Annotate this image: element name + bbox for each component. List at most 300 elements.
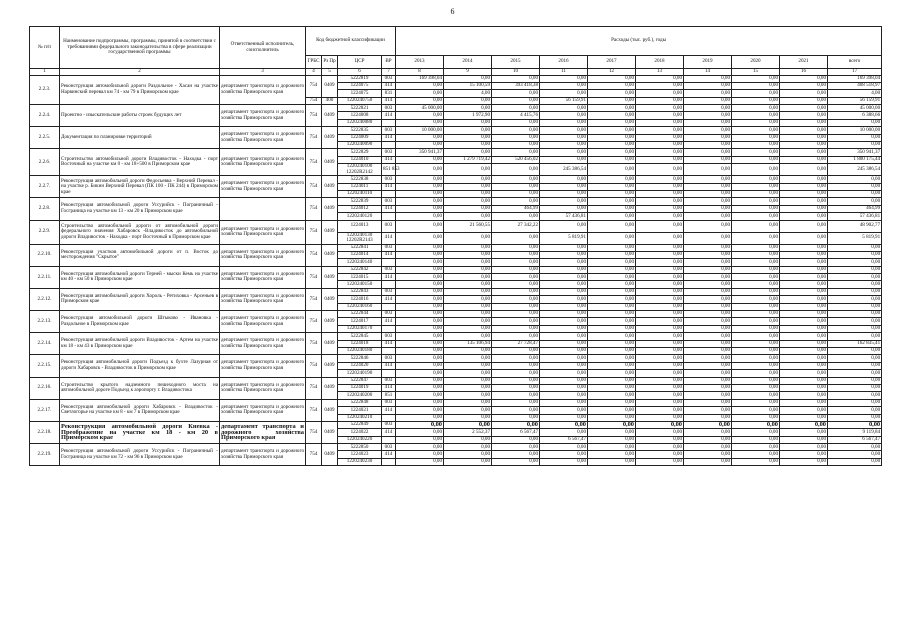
amount-cell: 0,00: [540, 333, 588, 340]
amount-cell: 0,00: [780, 444, 828, 451]
amount-cell: 0,00: [780, 303, 828, 310]
amount-cell: 0,00: [396, 355, 444, 362]
amount-cell: 0,00: [588, 112, 636, 119]
amount-cell: 0,00: [732, 429, 780, 436]
amount-cell: 0,00: [492, 259, 540, 266]
amount-cell: 0,00: [396, 384, 444, 391]
amount-cell: 0,00: [732, 205, 780, 212]
amount-cell: 0,00: [492, 377, 540, 384]
amount-cell: 0,00: [636, 119, 684, 126]
amount-cell: 0,00: [684, 325, 732, 332]
col-num-header: № п/п: [30, 27, 60, 69]
amount-cell: 0,00: [732, 97, 780, 104]
vr-code: 851 853: [382, 164, 396, 176]
amount-cell: 0,00: [828, 399, 882, 406]
rzpr-code: 400: [322, 97, 338, 104]
amount-cell: 0,00: [780, 288, 828, 295]
row-number: 2.2.13.: [30, 311, 60, 333]
amount-cell: 0,00: [636, 355, 684, 362]
amount-cell: 0,00: [396, 213, 444, 220]
amount-cell: 0,00: [780, 436, 828, 443]
amount-cell: 0,00: [588, 119, 636, 126]
amount-cell: 0,00: [732, 303, 780, 310]
grbs-code: 754: [306, 220, 322, 244]
amount-cell: 0,00: [396, 183, 444, 190]
amount-cell: 0,00: [492, 444, 540, 451]
col-resp-header: Ответственный исполнитель, соисполнитель: [220, 27, 306, 69]
csr-code: 1224009: [338, 134, 382, 141]
responsible-executor: департамент транспорта и дорожного хозяйства Приморского края: [220, 105, 306, 127]
amount-cell: 0,00: [588, 318, 636, 325]
amount-cell: 0,00: [684, 244, 732, 251]
table-row: [30, 333, 882, 340]
amount-cell: 0,00: [828, 458, 882, 465]
amount-cell: 0,00: [780, 384, 828, 391]
vr-code: [382, 213, 396, 220]
rzpr-code: 0409: [322, 127, 338, 149]
amount-cell: 0,00: [684, 198, 732, 205]
amount-cell: 0,00: [540, 429, 588, 436]
grbs-code: 754: [306, 399, 322, 421]
amount-cell: 0,00: [636, 436, 684, 443]
amount-cell: 0,00: [684, 333, 732, 340]
amount-cell: 0,00: [588, 392, 636, 399]
vr-code: 414: [382, 274, 396, 281]
amount-cell: 0,00: [444, 176, 492, 183]
year-header: 2019: [684, 56, 732, 69]
amount-cell: 0,00: [684, 296, 732, 303]
amount-cell: 0,00: [444, 399, 492, 406]
amount-cell: 0,00: [684, 97, 732, 104]
amount-cell: 0,00: [732, 75, 780, 82]
vr-code: 414: [382, 112, 396, 119]
csr-code: 1224014: [338, 251, 382, 258]
amount-cell: 0,00: [684, 213, 732, 220]
vr-code: 003: [382, 149, 396, 156]
amount-cell: 0,00: [780, 75, 828, 82]
amount-cell: 0,00: [636, 325, 684, 332]
amount-cell: 56 159,91: [828, 97, 882, 104]
amount-cell: 0,00: [588, 142, 636, 149]
amount-cell: 0,00: [396, 340, 444, 347]
amount-cell: 0,00: [588, 149, 636, 156]
table-row: [30, 421, 882, 428]
amount-cell: 0,00: [444, 318, 492, 325]
amount-cell: 0,00: [540, 190, 588, 197]
amount-cell: 0,00: [588, 75, 636, 82]
row-number: 2.2.10.: [30, 244, 60, 266]
vr-code: 003: [382, 355, 396, 362]
amount-cell: 0,00: [780, 119, 828, 126]
amount-cell: 0,00: [588, 198, 636, 205]
responsible-executor: департамент транспорта и дорожного хозяйства Приморского края: [220, 75, 306, 105]
project-name: Строительство автомобильной дороги от автомобильной дороги федерального значения Хабаровск -Владивосток до автомобильной дороги Владивосток - Находка - порт Восточный в Приморском крае: [60, 220, 220, 244]
amount-cell: 0,00: [636, 213, 684, 220]
amount-cell: 0,00: [492, 325, 540, 332]
amount-cell: 0,00: [492, 303, 540, 310]
amount-cell: 0,00: [540, 458, 588, 465]
amount-cell: 0,00: [444, 142, 492, 149]
amount-cell: 0,00: [636, 288, 684, 295]
amount-cell: 0,00: [828, 421, 882, 428]
amount-cell: 57 436,81: [828, 213, 882, 220]
amount-cell: 0,00: [828, 296, 882, 303]
amount-cell: 0,00: [636, 266, 684, 273]
amount-cell: 0,00: [444, 251, 492, 258]
amount-cell: 0,00: [828, 451, 882, 458]
amount-cell: 0,00: [684, 414, 732, 421]
amount-cell: 0,00: [828, 348, 882, 355]
amount-cell: 0,00: [780, 451, 828, 458]
amount-cell: 0,00: [732, 451, 780, 458]
col-vr-header: ВР: [382, 56, 396, 69]
amount-cell: 0,00: [588, 90, 636, 97]
amount-cell: 0,00: [396, 325, 444, 332]
amount-cell: 0,00: [732, 183, 780, 190]
amount-cell: 0,00: [444, 97, 492, 104]
vr-code: 414: [382, 134, 396, 141]
amount-cell: 0,00: [636, 414, 684, 421]
amount-cell: 0,00: [780, 198, 828, 205]
amount-cell: 0,00: [732, 458, 780, 465]
col-csr-header: ЦСР: [338, 56, 382, 69]
amount-cell: 0,00: [540, 105, 588, 112]
amount-cell: 0,00: [588, 355, 636, 362]
col-rzpr-header: Рз Пр: [322, 56, 338, 69]
amount-cell: 0,00: [588, 384, 636, 391]
amount-cell: 0,00: [684, 377, 732, 384]
amount-cell: 0,00: [684, 220, 732, 232]
row-number: 2.2.5.: [30, 127, 60, 149]
amount-cell: 0,00: [540, 370, 588, 377]
amount-cell: 4,00: [444, 90, 492, 97]
table-row: [30, 311, 882, 318]
amount-cell: 10 000,00: [396, 127, 444, 134]
project-name: Реконструкция автомобильной дороги Кневка - Преображение на участке км 18 - км 20 в Приморском крае: [60, 421, 220, 443]
csr-code: 1224017: [338, 318, 382, 325]
vr-code: 003: [382, 311, 396, 318]
amount-cell: 0,00: [588, 281, 636, 288]
amount-cell: 0,00: [540, 259, 588, 266]
amount-cell: 0,00: [540, 119, 588, 126]
amount-cell: 0,00: [780, 176, 828, 183]
column-number: 9: [444, 69, 492, 76]
csr-code: 1220240080: [338, 119, 382, 126]
amount-cell: 0,00: [396, 176, 444, 183]
vr-code: 414: [382, 97, 396, 104]
row-number: 2.2.6.: [30, 149, 60, 176]
project-name: Реконструкция автомобильной дороги Раздольное - Хасан на участке Нарвинский перевал км 74 - км 79 в Приморском крае: [60, 75, 220, 105]
amount-cell: 0,00: [636, 149, 684, 156]
csr-code: 1224023: [338, 451, 382, 458]
amount-cell: 0,00: [732, 311, 780, 318]
project-name: Реконструкция автомобильной дороги Хабаровск - Владивосток - Светлогорье на участке км 8 - км 7 в Приморском крае: [60, 399, 220, 421]
csr-code: 1224020: [338, 362, 382, 369]
responsible-executor: департамент транспорта и дорожного хозяйства Приморского края: [220, 333, 306, 355]
project-name: Реконструкция автомобильной дороги Хороль - Ретиховка - Арсеньев в Приморском крае: [60, 288, 220, 310]
amount-cell: 0,00: [828, 377, 882, 384]
amount-cell: 0,00: [732, 333, 780, 340]
amount-cell: 0,00: [684, 311, 732, 318]
column-number: 6: [338, 69, 382, 76]
csr-code: 5222821: [338, 105, 382, 112]
csr-code: 1224019: [338, 384, 382, 391]
amount-cell: 0,00: [732, 384, 780, 391]
amount-cell: 0,00: [588, 127, 636, 134]
amount-cell: 464,99: [492, 205, 540, 212]
amount-cell: 0,00: [588, 274, 636, 281]
amount-cell: 408 518,97: [828, 82, 882, 89]
responsible-executor: [220, 198, 306, 220]
vr-code: 003: [382, 244, 396, 251]
amount-cell: 0,00: [780, 213, 828, 220]
amount-cell: 0,00: [732, 274, 780, 281]
amount-cell: 0,00: [492, 134, 540, 141]
amount-cell: 0,00: [732, 232, 780, 244]
amount-cell: 0,00: [396, 458, 444, 465]
row-number: 2.2.12.: [30, 288, 60, 310]
rzpr-code: 0409: [322, 444, 338, 466]
column-number: 16: [780, 69, 828, 76]
amount-cell: 0,00: [828, 318, 882, 325]
amount-cell: 0,00: [636, 421, 684, 428]
amount-cell: 0,00: [492, 451, 540, 458]
amount-cell: 0,00: [684, 176, 732, 183]
amount-cell: 0,00: [492, 421, 540, 428]
row-number: 2.2.7.: [30, 176, 60, 198]
amount-cell: 0,00: [492, 296, 540, 303]
amount-cell: 0,00: [828, 119, 882, 126]
responsible-executor: департамент транспорта и дорожного хозяйства Приморского края: [220, 288, 306, 310]
amount-cell: 0,00: [636, 251, 684, 258]
amount-cell: 0,00: [732, 244, 780, 251]
amount-cell: 0,00: [828, 244, 882, 251]
vr-code: [382, 458, 396, 465]
amount-cell: 0,00: [636, 370, 684, 377]
amount-cell: 0,00: [396, 97, 444, 104]
project-name: Реконструкция автомобильной дороги Подъезд к бухте Лазурная от дороги Хабаровск - Владивосток в Приморском крае: [60, 355, 220, 377]
amount-cell: 0,00: [588, 251, 636, 258]
amount-cell: 0,00: [396, 370, 444, 377]
amount-cell: 0,00: [684, 355, 732, 362]
amount-cell: 0,00: [684, 190, 732, 197]
amount-cell: 0,00: [780, 458, 828, 465]
amount-cell: 0,00: [540, 274, 588, 281]
amount-cell: 0,00: [540, 176, 588, 183]
vr-code: 003: [382, 444, 396, 451]
amount-cell: 0,00: [684, 82, 732, 89]
amount-cell: 0,00: [444, 198, 492, 205]
amount-cell: 0,00: [540, 377, 588, 384]
csr-code: 1220240120: [338, 213, 382, 220]
grbs-code: 754: [306, 127, 322, 149]
csr-code: 1220240750: [338, 97, 382, 104]
amount-cell: 135 106,94: [444, 340, 492, 347]
column-number: 14: [684, 69, 732, 76]
amount-cell: 0,00: [444, 333, 492, 340]
amount-cell: 0,00: [684, 318, 732, 325]
amount-cell: 0,00: [636, 232, 684, 244]
csr-code: 5222846: [338, 355, 382, 362]
rzpr-code: 0409: [322, 288, 338, 310]
amount-cell: 0,00: [492, 407, 540, 414]
responsible-executor: департамент транспорта и дорожного хозяйства Приморского края: [220, 266, 306, 288]
column-number: 2: [60, 69, 220, 76]
year-header: 2018: [636, 56, 684, 69]
amount-cell: 0,00: [684, 370, 732, 377]
project-name: Реконструкция автомобильной дороги Уссурийск - Пограничный - Госграница на участке км 72 - км 96 в Приморском крае: [60, 444, 220, 466]
amount-cell: 0,00: [828, 274, 882, 281]
amount-cell: 0,00: [540, 340, 588, 347]
amount-cell: 0,00: [588, 183, 636, 190]
amount-cell: 2 552,37: [444, 429, 492, 436]
amount-cell: 0,00: [540, 414, 588, 421]
amount-cell: 0,00: [492, 399, 540, 406]
amount-cell: 0,00: [780, 259, 828, 266]
amount-cell: 0,00: [588, 311, 636, 318]
amount-cell: 1 972,90: [444, 112, 492, 119]
amount-cell: 0,00: [732, 318, 780, 325]
responsible-executor: департамент транспорта и дорожного хозяйства Приморского края: [220, 399, 306, 421]
amount-cell: 0,00: [732, 296, 780, 303]
amount-cell: 0,00: [396, 274, 444, 281]
amount-cell: 0,00: [444, 127, 492, 134]
amount-cell: 0,00: [828, 134, 882, 141]
amount-cell: 0,00: [732, 134, 780, 141]
amount-cell: 0,00: [684, 142, 732, 149]
amount-cell: 0,00: [396, 421, 444, 428]
amount-cell: 0,00: [492, 414, 540, 421]
amount-cell: 0,00: [828, 190, 882, 197]
amount-cell: 0,00: [780, 164, 828, 176]
year-header: 2017: [588, 56, 636, 69]
amount-cell: 0,00: [828, 333, 882, 340]
amount-cell: 0,00: [780, 348, 828, 355]
amount-cell: 0,00: [444, 281, 492, 288]
table-row: [30, 176, 882, 183]
amount-cell: 0,00: [828, 198, 882, 205]
row-number: 2.2.19.: [30, 444, 60, 466]
amount-cell: 0,00: [540, 311, 588, 318]
amount-cell: 0,00: [732, 444, 780, 451]
csr-code: 1220240150: [338, 281, 382, 288]
amount-cell: 0,00: [492, 436, 540, 443]
responsible-executor: департамент транспорта и дорожного хозяйства Приморского края: [220, 444, 306, 466]
amount-cell: 0,00: [444, 149, 492, 156]
amount-cell: 0,00: [636, 274, 684, 281]
row-number: 2.2.14.: [30, 333, 60, 355]
amount-cell: 0,00: [492, 266, 540, 273]
amount-cell: 0,00: [492, 190, 540, 197]
row-number: 2.2.15.: [30, 355, 60, 377]
amount-cell: 0,00: [588, 333, 636, 340]
amount-cell: 0,00: [732, 392, 780, 399]
amount-cell: 0,00: [732, 82, 780, 89]
amount-cell: 0,00: [636, 384, 684, 391]
amount-cell: 0,00: [444, 288, 492, 295]
amount-cell: 5 819,91: [540, 232, 588, 244]
row-number: 2.2.16.: [30, 377, 60, 399]
amount-cell: 0,00: [636, 377, 684, 384]
amount-cell: 0,00: [396, 134, 444, 141]
amount-cell: 0,00: [588, 370, 636, 377]
amount-cell: 0,00: [396, 288, 444, 295]
csr-code: 5222843: [338, 288, 382, 295]
amount-cell: 0,00: [732, 90, 780, 97]
amount-cell: 0,00: [492, 333, 540, 340]
amount-cell: 0,00: [636, 244, 684, 251]
amount-cell: 4,00: [828, 90, 882, 97]
amount-cell: 0,00: [588, 436, 636, 443]
responsible-executor: департамент транспорта и дорожного хозяйства Приморского края: [220, 421, 306, 443]
amount-cell: 0,00: [588, 244, 636, 251]
vr-code: [382, 259, 396, 266]
col-kbk-header: Код бюджетной классификации: [306, 27, 396, 56]
table-row: [30, 75, 882, 82]
amount-cell: 0,00: [636, 318, 684, 325]
amount-cell: 0,00: [444, 362, 492, 369]
amount-cell: 245 386,54: [540, 164, 588, 176]
responsible-executor: департамент транспорта и дорожного хозяйства Приморского края: [220, 377, 306, 399]
amount-cell: 0,00: [588, 444, 636, 451]
amount-cell: 0,00: [396, 142, 444, 149]
amount-cell: 0,00: [444, 119, 492, 126]
amount-cell: 0,00: [492, 384, 540, 391]
amount-cell: 0,00: [588, 362, 636, 369]
amount-cell: 0,00: [444, 392, 492, 399]
amount-cell: 0,00: [540, 399, 588, 406]
rzpr-code: 0409: [322, 244, 338, 266]
amount-cell: 0,00: [780, 112, 828, 119]
column-number: 8: [396, 69, 444, 76]
amount-cell: 0,00: [732, 156, 780, 163]
csr-code: 5222844: [338, 311, 382, 318]
grbs-code: 754: [306, 288, 322, 310]
rzpr-code: 0409: [322, 377, 338, 399]
column-number: 7: [382, 69, 396, 76]
vr-code: 003: [382, 220, 396, 232]
amount-cell: 0,00: [780, 90, 828, 97]
amount-cell: 0,00: [780, 355, 828, 362]
amount-cell: 0,00: [444, 458, 492, 465]
amount-cell: 0,00: [828, 325, 882, 332]
amount-cell: 0,00: [732, 421, 780, 428]
amount-cell: 0,00: [780, 429, 828, 436]
amount-cell: 0,00: [684, 340, 732, 347]
vr-code: 851: [382, 392, 396, 399]
amount-cell: 0,00: [732, 259, 780, 266]
vr-code: 003: [382, 288, 396, 295]
amount-cell: 0,00: [540, 183, 588, 190]
year-header: 2015: [492, 56, 540, 69]
amount-cell: 0,00: [636, 156, 684, 163]
amount-cell: 0,00: [396, 119, 444, 126]
vr-code: 831: [382, 90, 396, 97]
vr-code: [382, 370, 396, 377]
amount-cell: 162 835,41: [828, 340, 882, 347]
csr-code: 1220240200: [338, 392, 382, 399]
amount-cell: 0,00: [780, 377, 828, 384]
amount-cell: 0,00: [684, 392, 732, 399]
amount-cell: 0,00: [492, 251, 540, 258]
vr-code: 414: [382, 340, 396, 347]
amount-cell: 0,00: [396, 281, 444, 288]
amount-cell: 0,00: [540, 348, 588, 355]
amount-cell: 0,00: [396, 156, 444, 163]
amount-cell: 0,00: [540, 156, 588, 163]
amount-cell: 0,00: [732, 198, 780, 205]
amount-cell: 0,00: [732, 149, 780, 156]
